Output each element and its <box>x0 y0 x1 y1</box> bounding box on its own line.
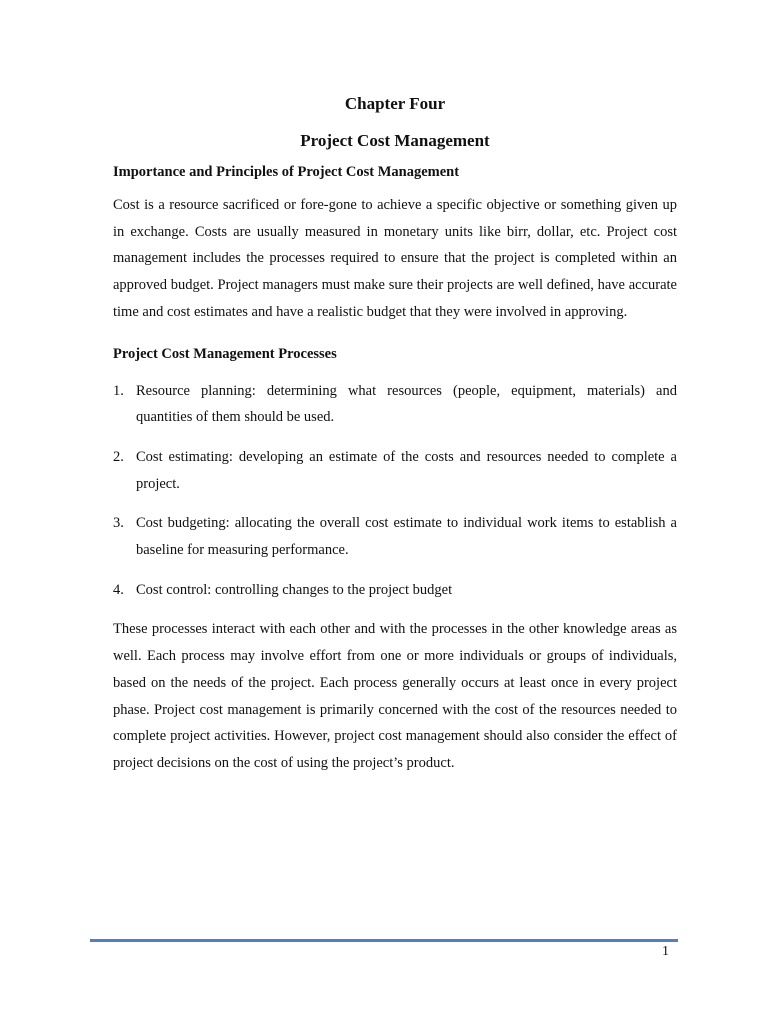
list-item-text: Cost estimating: developing an estimate of the costs and resources needed to complete a project. <box>136 448 677 492</box>
chapter-title: Chapter Four <box>344 94 446 113</box>
list-item-number: 1. <box>113 382 124 399</box>
list-item <box>113 577 677 604</box>
list-item-text: Cost budgeting: allocating the overall cost estimate to individual work items to establish a baseline for measuring performance. <box>136 515 677 559</box>
page-number: 1 <box>662 944 669 959</box>
list-item <box>113 510 677 563</box>
list-item-number: 4. <box>113 581 124 598</box>
intro-paragraph: Cost is a resource sacrificed or fore-gone to achieve a specific objective or something given up in exchange. Costs are usually measured in monetary units like birr, dollar, etc. Project cost management includes the processes required to ensure that the project is completed within an approved budget. Project managers must make sure their projects are well defined, have accurate time and cost estimates and have a realistic budget that they were involved in approving. <box>113 197 677 320</box>
section-heading-processes: Project Cost Management Processes <box>113 345 337 362</box>
list-item <box>113 378 677 431</box>
list-item-text: Resource planning: determining what resources (people, equipment, materials) and quantities of them should be used. <box>136 382 677 426</box>
list-item <box>113 444 677 497</box>
list-item-number: 2. <box>113 448 124 465</box>
document-title: Project Cost Management <box>300 131 490 150</box>
list-item-number: 3. <box>113 515 124 532</box>
list-item-text: Cost control: controlling changes to the project budget <box>136 581 453 598</box>
page-content <box>113 92 677 777</box>
section-heading-importance: Importance and Principles of Project Cost Management <box>113 164 460 180</box>
footer-rule <box>90 939 678 942</box>
process-list <box>113 378 677 604</box>
processes-paragraph: These processes interact with each other and with the processes in the other knowledge areas as well. Each process may involve effort from one or more individuals or groups of individuals, based on the needs of the project. Each process generally occurs at least once in every project phase. Project cost management is primarily concerned with the cost of the resources needed to complete project activities. However, project cost management should also consider the effect of project decisions on the cost of using the project’s product. <box>113 621 677 771</box>
